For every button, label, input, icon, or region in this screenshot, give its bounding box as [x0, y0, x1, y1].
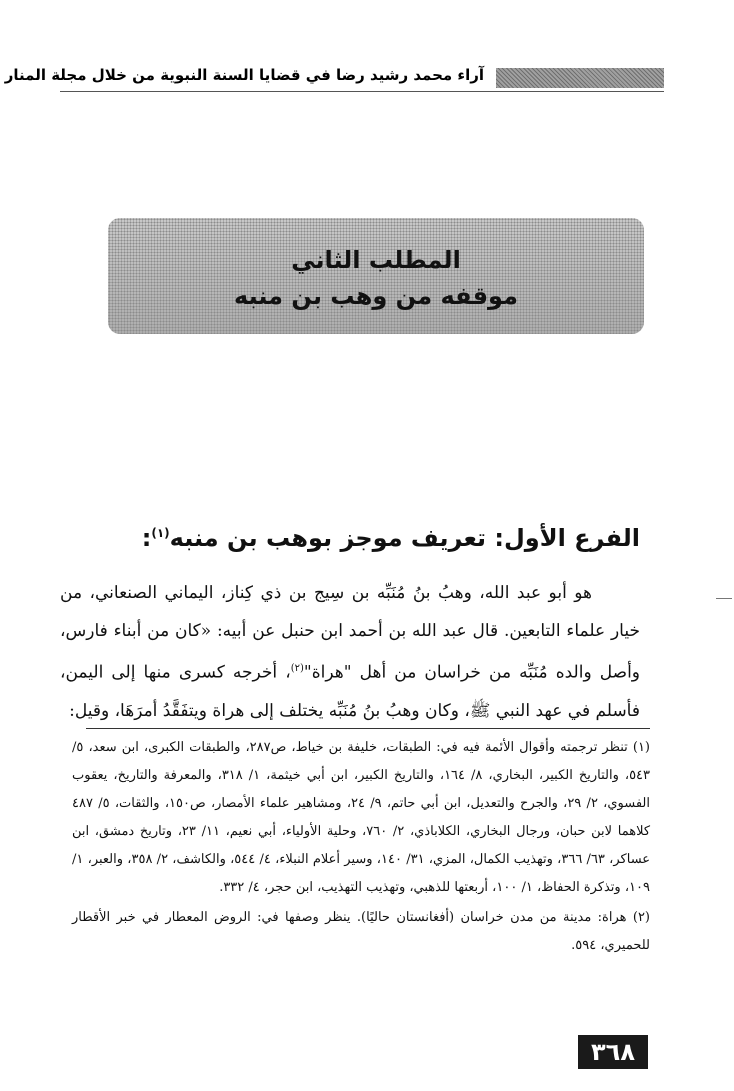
margin-mark — [716, 598, 732, 599]
body-text-part1: هو أبو عبد الله، وهبُ بنُ مُنَبِّه بن سِيج بن ذي كِناز، اليماني الصنعاني، من خيار علماء التابعين. قال عبد الله بن أحمد ابن حنبل عن أبيه: «كان من أبناء فارس، وأصل والده مُنَبِّه من خراسان من أهل "هراة" — [60, 583, 640, 683]
page-number: ٣٦٨ — [578, 1035, 648, 1069]
header-decorative-bar — [496, 68, 664, 88]
body-text — [60, 574, 640, 730]
body-text-part2: ، أخرجه كسرى منها إلى اليمن، فأسلم في عهد النبي ﷺ، وكان وهبُ بنُ مُنَبِّه يختلف إلى هراة ويتفَقَّدُ أمرَهَا، وقيل: — [60, 662, 640, 721]
header-rule — [60, 91, 664, 92]
section-title-line2: موقفه من وهب بن منبه — [234, 282, 518, 310]
section-title-box — [108, 218, 644, 334]
branch-heading-text: الفرع الأول: تعريف موجز بوهب بن منبه — [169, 524, 640, 552]
running-header — [4, 64, 664, 94]
body-paragraph — [60, 574, 640, 730]
footnote-ref-2[interactable]: (٢) — [290, 663, 304, 674]
footnote-1: (١) تنظر ترجمته وأقوال الأئمة فيه في: الطبقات، خليفة بن خياط، ص٢٨٧، والطبقات الكبرى، ابن سعد، ٥/ ٥٤٣، والتاريخ الكبير، البخاري، ٨/ ١٦٤، والتاريخ الكبير، ابن أبي خيثمة، ١/ ٣١٨، والمعرفة والتاريخ، يعقوب الفسوي، ٢/ ٢٩، والجرح والتعديل، ابن أبي حاتم، ٩/ ٢٤، ومشاهير علماء الأمصار، ص١٥٠، والثقات، ٥/ ٤٨٧ كلاهما لابن حبان، ورجال البخاري، الكلاباذي، ٢/ ٧٦٠، وحلية الأولياء، أبي نعيم، ١١/ ٢٣، وتاريخ دمشق، ابن عساكر، ٦٣/ ٣٦٦، وتهذيب الكمال، المزي، ٣١/ ١٤٠، وسير أعلام النبلاء، ٤/ ٥٤٤، والكاشف، ٢/ ٣٥٨، والعبر، ١/ ١٠٩، وتذكرة الحفاظ، ١/ ١٠٠، أربعتها للذهبي، وتهذيب التهذيب، ابن حجر، ٤/ ٣٣٢. — [72, 740, 651, 895]
footnote-ref-1[interactable]: (١) — [151, 526, 170, 540]
footnote-2: (٢) هراة: مدينة من مدن خراسان (أفغانستان حاليًا). ينظر وصفها في: الروض المعطار في خبر الأقطار للحميري، ٥٩٤. — [72, 910, 650, 953]
running-header-title: آراء محمد رشيد رضا في قضايا السنة النبوية من خلال مجلة المنار — [4, 66, 484, 84]
branch-heading-colon: : — [141, 524, 152, 552]
footnotes — [72, 734, 650, 962]
section-title-line1: المطلب الثاني — [291, 246, 461, 274]
branch-heading — [142, 524, 640, 552]
footnote-separator — [86, 728, 650, 729]
